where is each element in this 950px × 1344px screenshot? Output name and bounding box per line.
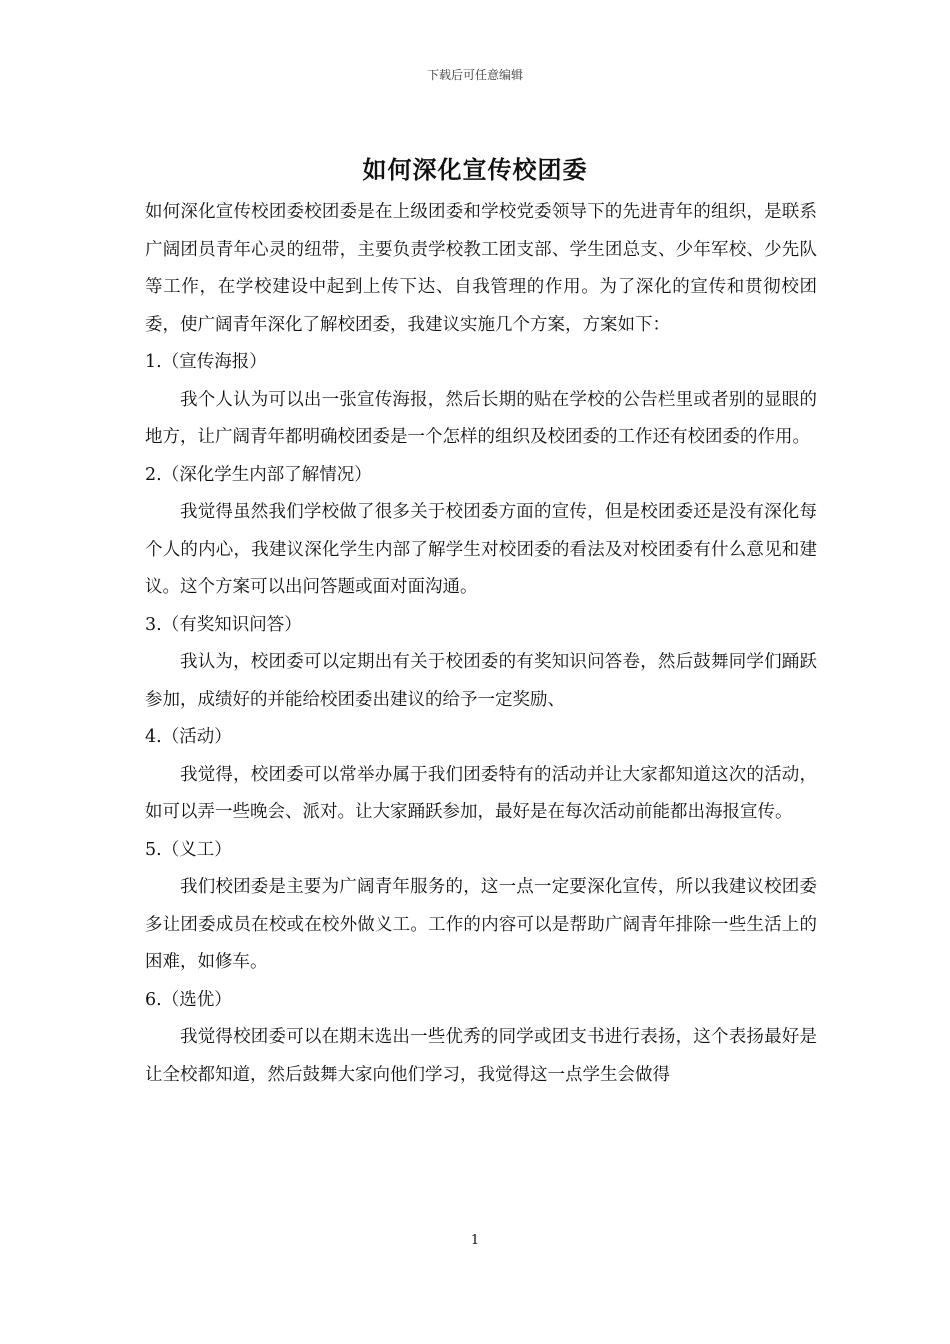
section-body-5: 我们校团委是主要为广阔青年服务的，这一点一定要深化宣传，所以我建议校团委多让团委成员在校或在校外做义工。工作的内容可以是帮助广阔青年排除一些生活上的困难，如修车。 [145,877,817,972]
section-body-2: 我觉得虽然我们学校做了很多关于校团委方面的宣传，但是校团委还是没有深化每个人的内心，我建议深化学生内部了解学生对校团委的看法及对校团委有什么意见和建议。这个方案可以出问答题或面对面沟通。 [145,502,817,597]
section-heading-6: 6.（选优） [145,989,232,1010]
section-body-4: 我觉得，校团委可以常举办属于我们团委特有的活动并让大家都知道这次的活动，如可以弄一些晚会、派对。让大家踊跃参加，最好是在每次活动前能都出海报宣传。 [145,764,817,822]
section-heading-2: 2.（深化学生内部了解情况） [145,464,372,485]
intro-paragraph: 如何深化宣传校团委校团委是在上级团委和学校党委领导下的先进青年的组织，是联系广阔团员青年心灵的纽带，主要负责学校教工团支部、学生团总支、少年军校、少先队等工作，在学校建设中起到上传下达、自我管理的作用。为了深化的宣传和贯彻校团委，使广阔青年深化了解校团委，我建议实施几个方案，方案如下： [145,202,817,335]
section-body-6: 我觉得校团委可以在期末选出一些优秀的同学或团支书进行表扬，这个表扬最好是让全校都知道，然后鼓舞大家向他们学习，我觉得这一点学生会做得 [145,1027,817,1085]
section-heading-5: 5.（义工） [145,839,232,860]
page-header-note: 下载后可任意编辑 [426,68,523,82]
section-body-3: 我认为，校团委可以定期出有关于校团委的有奖知识问答卷，然后鼓舞同学们踊跃参加，成绩好的并能给校团委出建议的给予一定奖励、 [145,652,817,710]
document-body [145,194,817,1094]
page-number: 1 [470,1233,480,1248]
section-heading-1: 1.（宣传海报） [145,352,267,372]
section-heading-3: 3.（有奖知识问答） [145,614,302,635]
document-title: 如何深化宣传校团委 [362,155,588,184]
section-body-1: 我个人认为可以出一张宣传海报，然后长期的贴在学校的公告栏里或者别的显眼的地方，让广阔青年都明确校团委是一个怎样的组织及校团委的工作还有校团委的作用。 [145,389,817,447]
section-heading-4: 4.（活动） [145,727,232,747]
